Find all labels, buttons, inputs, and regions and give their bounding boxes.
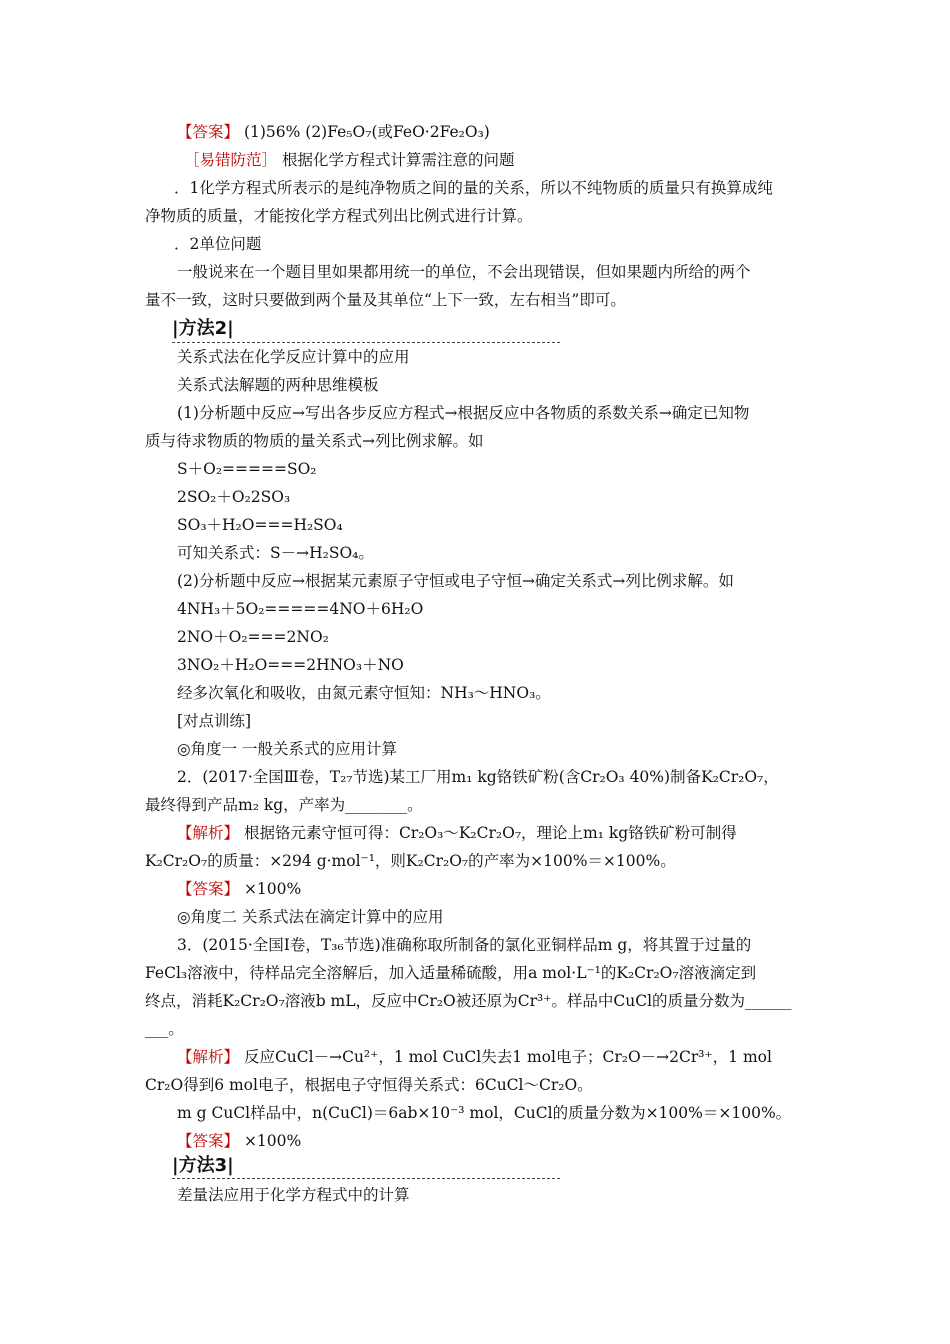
text-line: 经多次氧化和吸收，由氮元素守恒知：NH₃～HNO₃。 (177, 684, 551, 702)
question-3: 3．(2015·全国Ⅰ卷，T₃₆节选)准确称取所制备的氯化亚铜样品m g，将其置于过量的 (177, 936, 752, 954)
dashed-divider (172, 342, 560, 343)
dashed-divider (172, 1178, 560, 1179)
text-line: Cr₂O得到6 mol电子，根据电子守恒得关系式：6CuCl～Cr₂O。 (145, 1076, 593, 1094)
method-3-heading: |方法3| (172, 1155, 234, 1176)
equation: 2SO₂＋O₂2SO₃ (177, 488, 291, 506)
analysis-tag: 【解析】 (177, 824, 240, 842)
analysis-line: 【解析】 反应CuCl－→Cu²⁺，1 mol CuCl失去1 mol电子；Cr₂O－→2Cr³⁺，1 mol (177, 1048, 772, 1066)
angle-2-heading: ◎角度二 关系式法在滴定计算中的应用 (177, 908, 444, 926)
pitfall-tag: ［易错防范］ (184, 151, 278, 169)
text-line: 量不一致，这时只要做到两个量及其单位“上下一致，左右相当”即可。 (145, 291, 626, 309)
text-line: 一般说来在一个题目里如果都用统一的单位，不会出现错误，但如果题内所给的两个 (177, 263, 751, 281)
question-2: 2．(2017·全国Ⅲ卷，T₂₇节选)某工厂用m₁ kg铬铁矿粉(含Cr₂O₃ 40%)制备K₂Cr₂O₇， (177, 768, 779, 786)
text-line: K₂Cr₂O₇的质量：×294 g·mol⁻¹，则K₂Cr₂O₇的产率为×100%＝×100%。 (145, 852, 676, 870)
answer-line-1: 【答案】 (1)56% (2)Fe₅O₇(或FeO·2Fe₂O₃) (177, 123, 490, 141)
pitfall-heading: ［易错防范］ 根据化学方程式计算需注意的问题 (184, 151, 515, 169)
equation: S＋O₂=====SO₂ (177, 460, 317, 478)
text-line: 最终得到产品m₂ kg，产率为________。 (145, 796, 423, 814)
practice-heading: [对点训练] (177, 712, 252, 730)
text-line: (2)分析题中反应→根据某元素原子守恒或电子守恒→确定关系式→列比例求解。如 (177, 572, 734, 590)
answer-tag: 【答案】 (177, 1132, 240, 1150)
text-line: 可知关系式：S－→H₂SO₄。 (177, 544, 374, 562)
answer-line: 【答案】 ×100% (177, 1132, 302, 1150)
text-line: 差量法应用于化学方程式中的计算 (177, 1186, 410, 1204)
text-line: m g CuCl样品中，n(CuCl)＝6ab×10⁻³ mol，CuCl的质量分数为×100%＝×100%。 (177, 1104, 792, 1122)
text-line: 关系式法在化学反应计算中的应用 (177, 348, 410, 366)
text-line: ．2单位问题 (174, 235, 262, 253)
equation: 3NO₂＋H₂O===2HNO₃＋NO (177, 656, 404, 674)
angle-1-heading: ◎角度一 一般关系式的应用计算 (177, 740, 397, 758)
text-line: (1)分析题中反应→写出各步反应方程式→根据反应中各物质的系数关系→确定已知物 (177, 404, 750, 422)
analysis-tag: 【解析】 (177, 1048, 240, 1066)
answer-line: 【答案】 ×100% (177, 880, 302, 898)
text-line: ．1化学方程式所表示的是纯净物质之间的量的关系，所以不纯物质的质量只有换算成纯 (174, 179, 773, 197)
method-2-heading: |方法2| (172, 318, 234, 339)
text-line: 终点，消耗K₂Cr₂O₇溶液b mL，反应中Cr₂O被还原为Cr³⁺。样品中CuCl的质量分数为______ (145, 992, 792, 1010)
text-line: 净物质的质量，才能按化学方程式列出比例式进行计算。 (145, 207, 533, 225)
equation: 2NO＋O₂===2NO₂ (177, 628, 329, 646)
answer-tag: 【答案】 (177, 880, 240, 898)
text-line: ___。 (145, 1020, 184, 1038)
equation: 4NH₃＋5O₂=====4NO＋6H₂O (177, 600, 424, 618)
answer-tag: 【答案】 (177, 123, 240, 141)
analysis-line: 【解析】 根据铬元素守恒可得：Cr₂O₃～K₂Cr₂O₇，理论上m₁ kg铬铁矿粉可制得 (177, 824, 737, 842)
text-line: 质与待求物质的物质的量关系式→列比例求解。如 (145, 432, 484, 450)
equation: SO₃＋H₂O===H₂SO₄ (177, 516, 343, 534)
text-line: 关系式法解题的两种思维模板 (177, 376, 379, 394)
text-line: FeCl₃溶液中，待样品完全溶解后，加入适量稀硫酸，用a mol·L⁻¹的K₂Cr₂O₇溶液滴定到 (145, 964, 757, 982)
